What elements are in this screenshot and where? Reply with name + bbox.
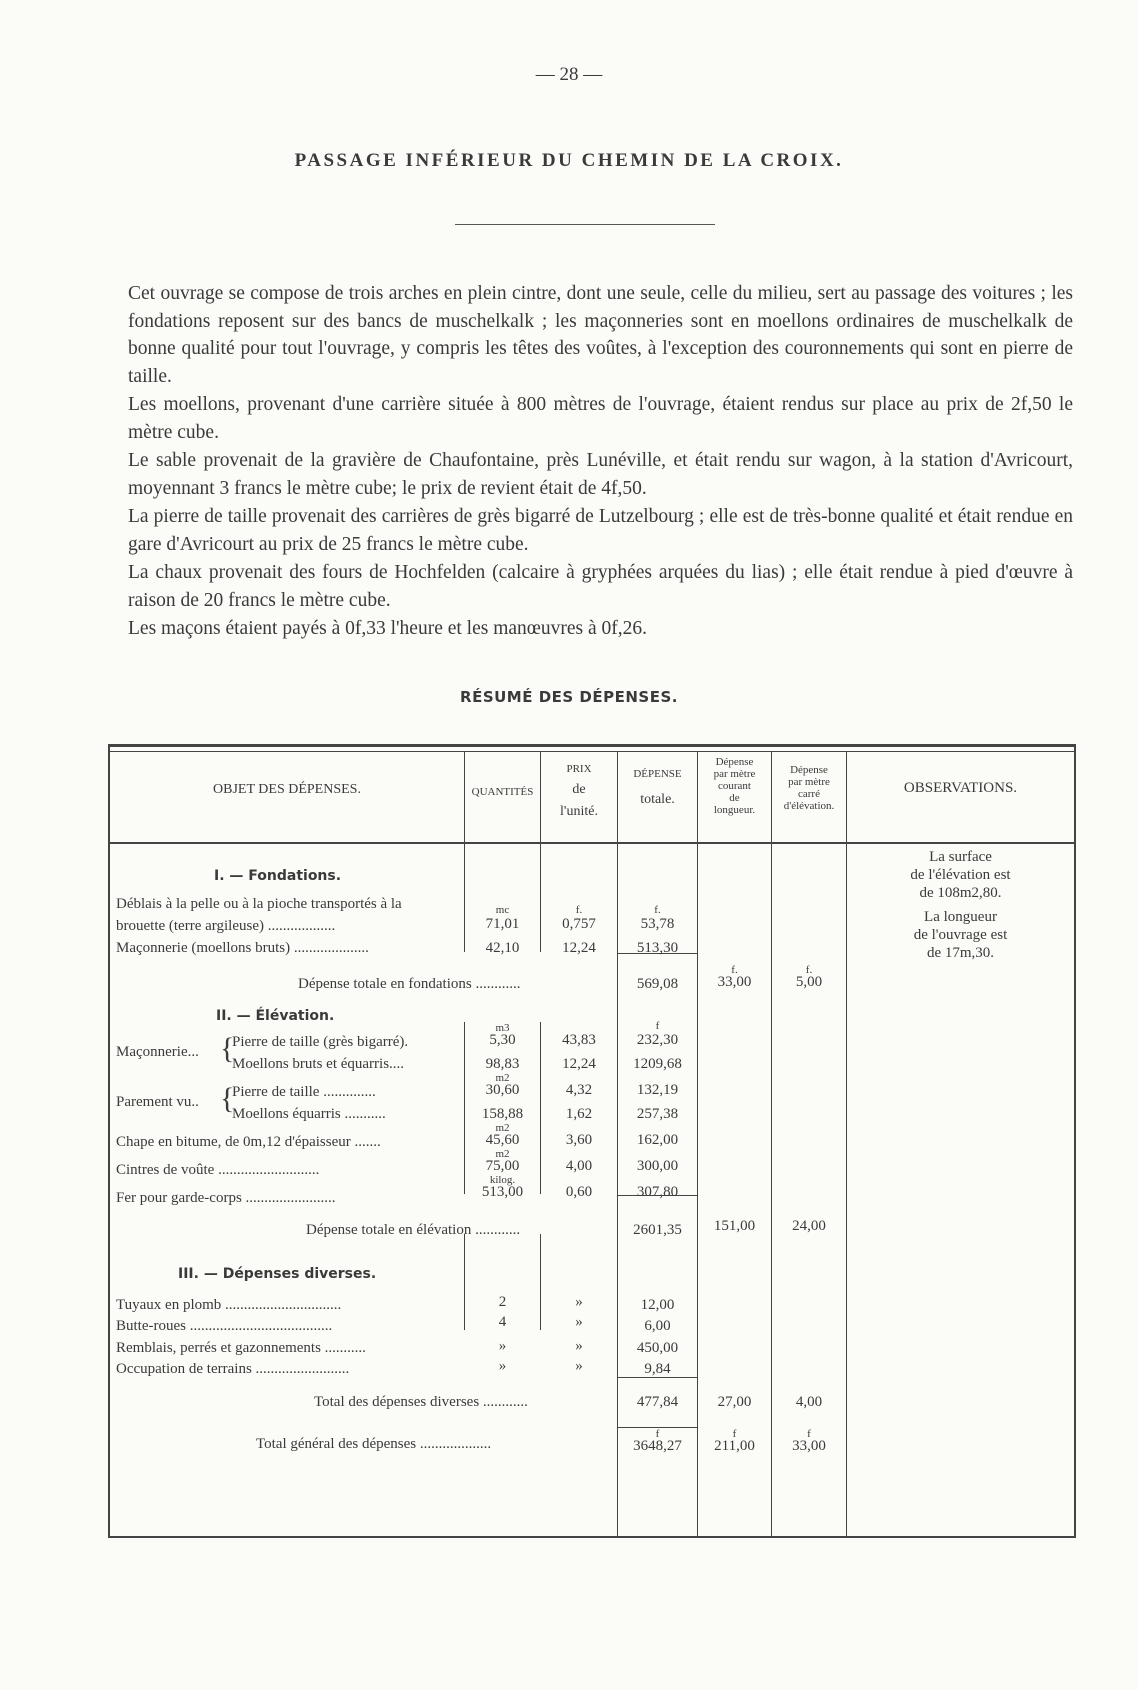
- page-number: — 28 —: [535, 64, 603, 85]
- header-objet: OBJET DES DÉPENSES.: [213, 782, 361, 797]
- row-deblais-price: 0,757: [562, 916, 596, 932]
- grand-total: 3648,27: [633, 1438, 682, 1454]
- grand-total-label: Total général des dépenses ...................: [256, 1436, 492, 1452]
- header-courant-1: Dépense: [715, 756, 754, 768]
- row-cintres-label: Cintres de voûte ...........................: [116, 1162, 320, 1178]
- row-chape-total: 162,00: [636, 1132, 679, 1148]
- row-pierre-taille-price: 43,83: [562, 1032, 596, 1048]
- title-divider: [455, 224, 715, 225]
- row-deblais-label-b: brouette (terre argileuse) ..................: [116, 918, 336, 934]
- section-title-diverses: III. — Dépenses diverses.: [178, 1266, 377, 1282]
- section-title-elevation: II. — Élévation.: [216, 1008, 335, 1024]
- col-line-prix-s1: [540, 844, 541, 952]
- paragraph-4: La pierre de taille provenait des carrières de grès bigarré de Lutzelbourg ; elle est de très-bonne qualité et était rendue en gare d'Avricourt au prix de 25 francs le mètre cube.: [128, 506, 1073, 555]
- group-parement-label: Parement vu..: [116, 1094, 199, 1110]
- subtotal-fondations-label: Dépense totale en fondations ............: [298, 976, 521, 992]
- grand-total-carre: 33,00: [792, 1438, 826, 1454]
- row-butte-roues-label: Butte-roues ......................................: [116, 1318, 333, 1334]
- col-line-carre: [771, 752, 772, 1536]
- grand-total-unit: f: [655, 1428, 660, 1440]
- row-parement-pierre-total: 132,19: [636, 1082, 679, 1098]
- table-bottom-border: [108, 1536, 1076, 1538]
- header-courant-3: courant: [718, 780, 751, 792]
- subtotal-diverses-label: Total des dépenses diverses ............: [314, 1394, 528, 1410]
- subtotal-diverses-carre: 4,00: [795, 1394, 823, 1410]
- subtotal-diverses-courant: 27,00: [717, 1394, 752, 1410]
- group-parement-brace: {: [220, 1082, 235, 1115]
- row-pierre-taille-label: Pierre de taille (grès bigarré).: [232, 1034, 409, 1050]
- group-maconnerie-brace: {: [220, 1032, 235, 1065]
- resume-title: RÉSUMÉ DES DÉPENSES.: [460, 688, 678, 706]
- header-courant-5: longueur.: [713, 804, 756, 816]
- subtotal-fondations-courant-unit: f.: [731, 964, 738, 976]
- grand-total-courant-unit: f: [732, 1428, 737, 1440]
- col-line-quantites-s1: [464, 844, 465, 952]
- row-moellons-bruts-qty: 98,83: [485, 1056, 520, 1072]
- row-deblais-label-a: Déblais à la pelle ou à la pioche transportés à la: [116, 896, 402, 912]
- header-prix-2: de: [572, 782, 586, 797]
- row-chape-unit-qty: m2: [495, 1122, 510, 1134]
- paragraph-1: Cet ouvrage se compose de trois arches en plein cintre, dont une seule, celle du milieu, sert au passage des voitures ; les fondations reposent sur des bancs de muschelkalk ; les maçonneries sont en moellons ordinaires de muschelkalk de bonne qualité pour tout l'ouvrage, y compris les têtes des voûtes, à l'exception des couronnements qui sont en pierre de taille.: [128, 283, 1073, 387]
- row-cintres-price: 4,00: [565, 1158, 593, 1174]
- row-butte-roues-price: »: [575, 1314, 583, 1330]
- row-maconnerie-qty: 42,10: [485, 940, 520, 956]
- row-cintres-unit-qty: m2: [495, 1148, 510, 1160]
- obs-longueur-2: de l'ouvrage est: [913, 927, 1008, 943]
- row-parement-pierre-qty: 30,60: [485, 1082, 520, 1098]
- row-fer-total: 307,80: [636, 1184, 679, 1200]
- row-maconnerie-total: 513,30: [636, 940, 679, 956]
- subtotal-elevation-label: Dépense totale en élévation ............: [306, 1222, 521, 1238]
- header-carre-4: d'élévation.: [783, 800, 835, 812]
- paragraph-6: Les maçons étaient payés à 0f,33 l'heure et les manœuvres à 0f,26.: [128, 618, 647, 639]
- subtotal-elevation-courant: 151,00: [713, 1218, 756, 1234]
- row-remblais-label: Remblais, perrés et gazonnements ...........: [116, 1340, 366, 1356]
- subtotal-elevation-carre: 24,00: [792, 1218, 826, 1234]
- row-chape-price: 3,60: [565, 1132, 593, 1148]
- subtotal-fondations-carre: 5,00: [795, 974, 823, 990]
- obs-surface-2: de l'élévation est: [910, 867, 1011, 883]
- table-top-border-inner: [108, 751, 1076, 752]
- row-moellons-equarris-qty: 158,88: [481, 1106, 524, 1122]
- row-parement-pierre-price: 4,32: [565, 1082, 593, 1098]
- row-remblais-total: 450,00: [636, 1340, 679, 1356]
- subtotal-fondations: 569,08: [636, 976, 679, 992]
- header-bottom-border: [108, 842, 1076, 844]
- header-carre-1: Dépense: [790, 764, 828, 776]
- row-deblais-total: 53,78: [640, 916, 675, 932]
- header-prix-1: PRIX: [566, 763, 592, 775]
- header-carre-3: carré: [798, 788, 820, 800]
- row-deblais-unit-total: f.: [654, 904, 661, 916]
- row-moellons-bruts-price: 12,24: [562, 1056, 596, 1072]
- header-depense-1: DÉPENSE: [633, 768, 682, 780]
- row-tuyaux-label: Tuyaux en plomb ...............................: [116, 1297, 342, 1313]
- row-occupation-total: 9,84: [644, 1361, 671, 1377]
- row-occupation-price: »: [575, 1358, 583, 1374]
- row-cintres-qty: 75,00: [485, 1158, 520, 1174]
- row-moellons-equarris-label: Moellons équarris ...........: [232, 1106, 386, 1122]
- header-carre-2: par mètre: [788, 776, 830, 788]
- header-courant-4: de: [729, 792, 740, 804]
- page-title: PASSAGE INFÉRIEUR DU CHEMIN DE LA CROIX.: [294, 150, 844, 171]
- group-maconnerie-label: Maçonnerie...: [116, 1044, 199, 1060]
- row-moellons-equarris-price: 1,62: [565, 1106, 593, 1122]
- row-maconnerie-label: Maçonnerie (moellons bruts) ....................: [116, 940, 369, 956]
- paragraph-3: Le sable provenait de la gravière de Chaufontaine, près Lunéville, et était rendu sur wagon, à la station d'Avricourt, moyennant 3 francs le mètre cube; le prix de revient était de 4f,50.: [128, 450, 1073, 499]
- row-fer-qty: 513,00: [481, 1184, 524, 1200]
- header-prix-3: l'unité.: [560, 804, 598, 819]
- header-quantites: QUANTITÉS: [471, 786, 534, 798]
- row-maconnerie-price: 12,24: [562, 940, 596, 956]
- col-line-courant: [697, 752, 698, 1536]
- obs-longueur-3: de 17m,30.: [926, 945, 995, 961]
- row-moellons-equarris-total: 257,38: [636, 1106, 679, 1122]
- row-cintres-total: 300,00: [636, 1158, 679, 1174]
- row-pierre-taille-total: 232,30: [636, 1032, 679, 1048]
- row-deblais-unit-price: f.: [575, 904, 583, 916]
- obs-surface-3: de 108m2,80.: [919, 885, 1002, 901]
- subtotal-fondations-courant: 33,00: [717, 974, 752, 990]
- paragraph-2: Les moellons, provenant d'une carrière située à 800 mètres de l'ouvrage, étaient rendus sur place au prix de 2f,50 le mètre cube.: [128, 394, 1073, 443]
- row-deblais-qty: 71,01: [485, 916, 520, 932]
- paragraph-5: La chaux provenait des fours de Hochfelden (calcaire à gryphées arquées du lias) ; elle était rendue à pied d'œuvre à raison de 20 francs le mètre cube.: [128, 562, 1073, 611]
- subtotal-fondations-carre-unit: f.: [805, 964, 813, 976]
- row-remblais-price: »: [575, 1338, 583, 1354]
- row-moellons-bruts-label: Moellons bruts et équarris....: [232, 1056, 405, 1072]
- row-parement-pierre-label: Pierre de taille ..............: [232, 1084, 376, 1100]
- obs-surface-1: La surface: [929, 849, 992, 865]
- row-tuyaux-price: »: [575, 1294, 583, 1310]
- row-fer-price: 0,60: [565, 1184, 593, 1200]
- table-top-border: [108, 744, 1076, 747]
- grand-total-carre-unit: f: [807, 1428, 811, 1440]
- row-occupation-label: Occupation de terrains .........................: [116, 1361, 350, 1377]
- table-left-border: [108, 744, 110, 1536]
- row-fer-unit-qty: kilog.: [489, 1174, 516, 1186]
- row-pierre-taille-qty: 5,30: [489, 1032, 516, 1048]
- row-chape-label: Chape en bitume, de 0m,12 d'épaisseur .......: [116, 1134, 381, 1150]
- row-deblais-unit-qty: mc: [495, 904, 510, 916]
- row-pierre-taille-unit-total: f: [655, 1020, 660, 1032]
- row-moellons-bruts-total: 1209,68: [633, 1056, 682, 1072]
- row-fer-label: Fer pour garde-corps ........................: [116, 1190, 336, 1206]
- header-depense-2: totale.: [640, 792, 675, 807]
- row-butte-roues-total: 6,00: [644, 1318, 671, 1334]
- expense-table: [108, 744, 1076, 1544]
- subtotal-diverses: 477,84: [636, 1394, 679, 1410]
- header-courant-2: par mètre: [713, 768, 756, 780]
- section-title-fondations: I. — Fondations.: [214, 868, 342, 884]
- row-remblais-qty: »: [498, 1338, 507, 1354]
- subtotal-elevation: 2601,35: [633, 1222, 682, 1238]
- row-tuyaux-qty: 2: [498, 1294, 507, 1310]
- row-chape-qty: 45,60: [485, 1132, 520, 1148]
- row-occupation-qty: »: [498, 1358, 507, 1374]
- table-right-border: [1074, 744, 1076, 1536]
- grand-total-courant: 211,00: [714, 1438, 755, 1454]
- row-pierre-taille-unit-qty: m3: [495, 1022, 510, 1034]
- header-observations: OBSERVATIONS.: [903, 780, 1018, 796]
- row-parement-pierre-unit-qty: m2: [495, 1072, 510, 1084]
- obs-longueur-1: La longueur: [924, 909, 997, 925]
- row-tuyaux-total: 12,00: [640, 1297, 675, 1313]
- row-butte-roues-qty: 4: [498, 1314, 507, 1330]
